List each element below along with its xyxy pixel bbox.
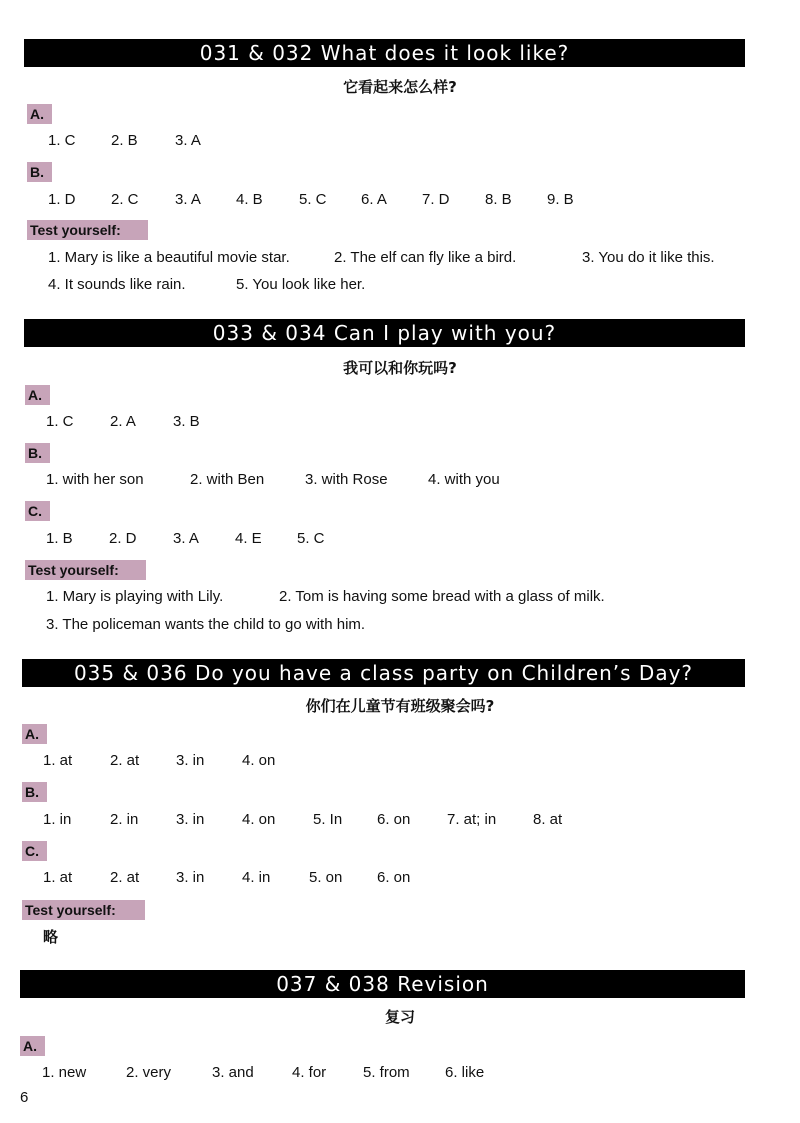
answer: 1. at: [43, 752, 73, 769]
answer-row: [42, 1063, 484, 1083]
answer-row: [46, 412, 200, 432]
test-sentence: 1. Mary is playing with Lily.: [46, 588, 224, 605]
test-sentence: 2. The elf can fly like a bird.: [334, 249, 517, 266]
test-sentence: 1. Mary is like a beautiful movie star.: [48, 249, 290, 266]
answer: 6. on: [377, 869, 411, 886]
answer: 2. in: [110, 811, 139, 828]
unit-title: 037 & 038 Revision: [276, 972, 489, 996]
answer: 4. E: [235, 530, 262, 547]
answer: 1. D: [48, 191, 76, 208]
unit-title: 033 & 034 Can I play with you?: [212, 321, 557, 345]
answer: 1. new: [42, 1064, 87, 1081]
answer: 1. C: [48, 132, 76, 149]
unit-title-bar: [22, 659, 745, 687]
answer: 2. at: [110, 869, 140, 886]
answer: 5. In: [313, 811, 343, 828]
test-answer: 略: [43, 928, 59, 946]
unit-subtitle: 我可以和你玩吗?: [343, 359, 457, 377]
answer-row: [46, 529, 325, 549]
answer: 3. A: [173, 530, 199, 547]
test-line: [46, 615, 365, 635]
part-a-label: A.: [22, 724, 47, 744]
answer: 5. from: [363, 1064, 410, 1081]
test-yourself-label: Test yourself:: [22, 900, 145, 920]
answer-row: [43, 868, 410, 888]
answer: 5. C: [299, 191, 327, 208]
answer: 3. with Rose: [305, 471, 388, 488]
answer-row: [48, 190, 574, 210]
part-b-label: B.: [22, 782, 47, 802]
answer: 3. in: [176, 752, 205, 769]
answer: 2. with Ben: [190, 471, 265, 488]
answer: 8. B: [485, 191, 512, 208]
answer: 7. at; in: [447, 811, 497, 828]
part-b-label: B.: [25, 443, 50, 463]
answer: 6. on: [377, 811, 411, 828]
unit-title-bar: [20, 970, 745, 998]
answer: 3. and: [212, 1064, 254, 1081]
test-line: [48, 248, 715, 268]
answer: 2. C: [111, 191, 139, 208]
unit-subtitle: 它看起来怎么样?: [343, 78, 457, 96]
part-c-label: C.: [22, 841, 47, 861]
answer: 5. C: [297, 530, 325, 547]
part-a-label: A.: [25, 385, 50, 405]
answer: 7. D: [422, 191, 450, 208]
test-sentence: 3. You do it like this.: [582, 249, 715, 266]
answer: 4. on: [242, 811, 276, 828]
answer-row: [46, 470, 500, 490]
answer: 6. like: [445, 1064, 485, 1081]
test-sentence: 5. You look like her.: [236, 276, 366, 293]
answer: 2. B: [111, 132, 138, 149]
answer-row: [48, 131, 201, 151]
unit-title: 031 & 032 What does it look like?: [199, 41, 570, 65]
page-number: 6: [20, 1089, 29, 1106]
part-b-label: B.: [27, 162, 52, 182]
answer: 5. on: [309, 869, 343, 886]
test-sentence: 4. It sounds like rain.: [48, 276, 186, 293]
answer: 3. in: [176, 811, 205, 828]
answer: 3. in: [176, 869, 205, 886]
unit-title-bar: [24, 319, 745, 347]
answer: 2. D: [109, 530, 137, 547]
answer: 4. in: [242, 869, 271, 886]
answer: 3. A: [175, 191, 201, 208]
answer: 4. for: [292, 1064, 327, 1081]
unit-title: 035 & 036 Do you have a class party on Children’s Day?: [73, 661, 694, 685]
answer: 4. with you: [428, 471, 500, 488]
test-sentence: 3. The policeman wants the child to go with him.: [46, 616, 366, 633]
test-line: [48, 275, 365, 295]
answer: 1. in: [43, 811, 72, 828]
part-c-label: C.: [25, 501, 50, 521]
answer: 4. B: [236, 191, 263, 208]
answer: 2. at: [110, 752, 140, 769]
answer: 2. very: [126, 1064, 172, 1081]
answer: 1. with her son: [46, 471, 144, 488]
unit-subtitle: 你们在儿童节有班级聚会吗?: [305, 697, 495, 715]
answer: 1. B: [46, 530, 73, 547]
test-sentence: 2. Tom is having some bread with a glass of milk.: [279, 588, 605, 605]
unit-subtitle: 复习: [384, 1008, 415, 1026]
answer-row: [43, 810, 562, 830]
answer: 4. on: [242, 752, 276, 769]
answer: 1. C: [46, 413, 74, 430]
test-yourself-label: Test yourself:: [25, 560, 146, 580]
unit-title-bar: [24, 39, 745, 67]
answer: 1. at: [43, 869, 73, 886]
answer: 3. A: [175, 132, 201, 149]
part-a-label: A.: [20, 1036, 45, 1056]
answer: 3. B: [173, 413, 200, 430]
part-a-label: A.: [27, 104, 52, 124]
answer: 8. at: [533, 811, 563, 828]
answer: 2. A: [110, 413, 136, 430]
answer-row: [43, 751, 275, 771]
answer: 6. A: [361, 191, 387, 208]
test-yourself-label: Test yourself:: [27, 220, 148, 240]
test-line: [46, 587, 605, 607]
answer: 9. B: [547, 191, 574, 208]
